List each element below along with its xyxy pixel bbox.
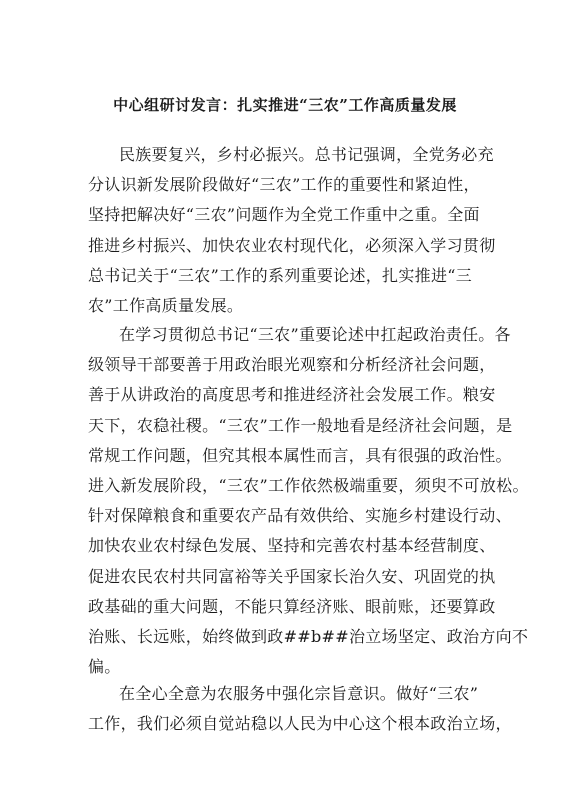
paragraph-line: 民族要复兴，乡村必振兴。总书记强调，全党务必充 [119, 145, 494, 164]
paragraph-line: 总书记关于“三农”工作的系列重要论述，扎实推进“三 [88, 265, 473, 285]
paragraph-line: 治账、长远账，始终做到政##b##治立场坚定、政治方向不 [88, 626, 529, 646]
paragraph-2 [88, 320, 529, 682]
paragraph-line: 分认识新发展阶段做好“三农”工作的重要性和紧迫性， [88, 175, 480, 195]
paragraph-line: 坚持把解决好“三农”问题作为全党工作重中之重。全面 [88, 205, 480, 225]
paragraph-line: 级领导干部要善于用政治眼光观察和分析经济社会问题， [88, 355, 496, 375]
paragraph-line: 在全心全意为农服务中强化宗旨意识。做好“三农” [119, 684, 479, 703]
paragraph-1 [88, 140, 496, 321]
paragraph-line: 进入新发展阶段，“三农”工作依然极端重要，须臾不可放松。 [88, 475, 529, 495]
paragraph-line: 加快农业农村绿色发展、坚持和完善农村基本经营制度、 [88, 536, 496, 556]
paragraph-line: 在学习贯彻总书记“三农”重要论述中扛起政治责任。各 [119, 325, 511, 344]
paragraph-line: 天下，农稳社稷。“三农”工作一般地看是经济社会问题，是 [88, 415, 513, 435]
paragraph-line: 农”工作高质量发展。 [88, 295, 244, 315]
paragraph-line: 工作，我们必须自觉站稳以人民为中心这个根本政治立场， [88, 714, 512, 734]
paragraph-line: 政基础的重大问题，不能只算经济账、眼前账，还要算政 [88, 596, 496, 616]
document-title: 中心组研讨发言：扎实推进“三农”工作高质量发展 [113, 96, 457, 114]
paragraph-line: 针对保障粮食和重要农产品有效供给、实施乡村建设行动、 [88, 506, 512, 526]
paragraph-3 [88, 679, 512, 739]
paragraph-line: 偏。 [88, 657, 121, 677]
paragraph-line: 善于从讲政治的高度思考和推进经济社会发展工作。粮安 [88, 385, 496, 405]
paragraph-line: 推进乡村振兴、加快农业农村现代化，必须深入学习贯彻 [88, 235, 496, 255]
paragraph-line: 常规工作问题，但究其根本属性而言，具有很强的政治性。 [88, 445, 512, 465]
paragraph-line: 促进农民农村共同富裕等关乎国家长治久安、巩固党的执 [88, 566, 496, 586]
